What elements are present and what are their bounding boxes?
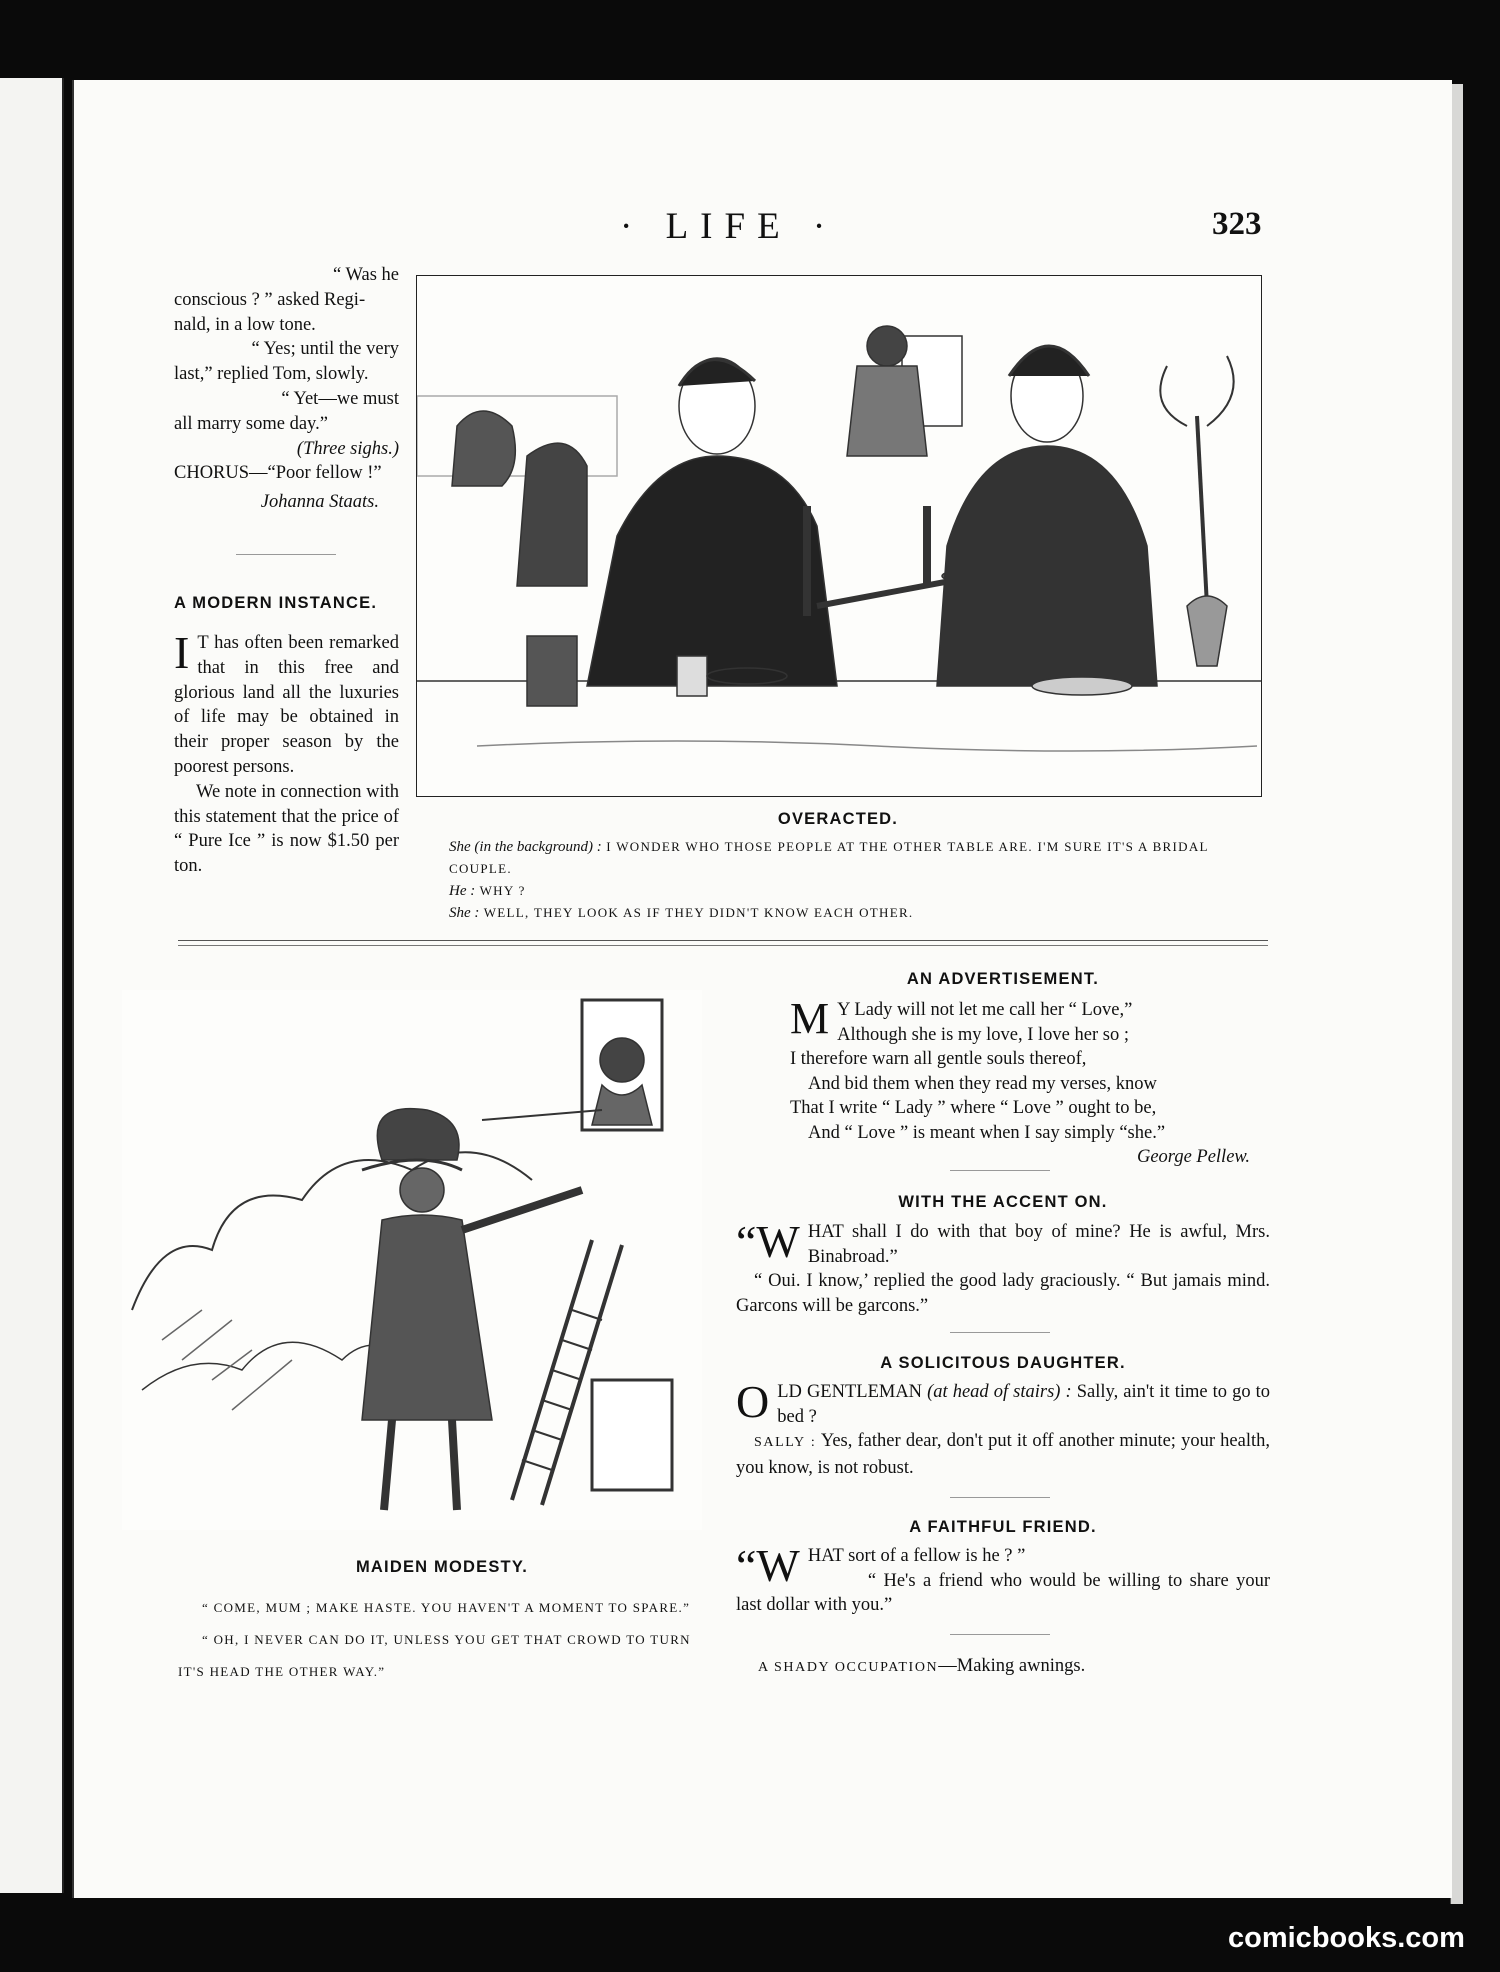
maiden-caption: “ COME, MUM ; MAKE HASTE. YOU HAVEN'T A MOMENT TO SPARE.” “ OH, I NEVER CAN DO IT, UNLESS YOU GET THAT CROWD TO TURN IT'S HEAD THE OTHER WAY.”: [178, 1600, 691, 1679]
story-fragment: “ Was he conscious ? ” asked Regi- nald, in a low tone. “ Yes; until the very last,” replied Tom, slowly. “ Yet—we must all marry some day.” (Three sighs.) CHORUS—“Poor fellow !” Johanna Staats.: [174, 263, 399, 515]
divider: [950, 1332, 1050, 1333]
instance-body: I T has often been remarked that in this free and glorious land all the luxuries of life may be obtained in their proper season by the poorest persons. We note in connection with this statement that the price of “ Pure Ice ” is now $1.50 per ton.: [174, 627, 399, 877]
drop-cap: “W: [736, 1540, 800, 1591]
restaurant-scene-drawing: [417, 276, 1261, 796]
overacted-illustration: [416, 275, 1262, 797]
fire-rescue-drawing: [122, 990, 702, 1530]
drop-cap: M: [790, 994, 830, 1043]
drop-cap: “W: [736, 1216, 800, 1267]
overacted-title: OVERACTED.: [777, 810, 899, 828]
page-number: 323: [1212, 206, 1262, 242]
divider: [950, 1634, 1050, 1635]
story-author: Johanna Staats.: [260, 492, 379, 513]
accent-body: “W HAT shall I do with that boy of mine? He is awful, Mrs. Binabroad.” “ Oui. I know,’ replied the good lady graciously. “ But jamais mind. Garcons will be garcons.”: [736, 1216, 1270, 1316]
advertisement-title: AN ADVERTISEMENT.: [906, 970, 1100, 988]
overacted-caption: She (in the background) : I WONDER WHO THOSE PEOPLE AT THE OTHER TABLE ARE. I'M SURE IT'S A BRIDAL COUPLE. He : WHY ? She : WELL, THEY LOOK AS IF THEY DIDN'T KNOW EACH OTHER.: [449, 839, 1209, 921]
advertisement-poem: M Y Lady will not let me call her “ Love,” Although she is my love, I love her so ; I therefore warn all gentle souls thereof, And bid them when they read my verses, know That I write “ Lady ” where “ Love ” ought to be, And “ Love ” is meant when I say simply “she.” George Pellew.: [790, 998, 1270, 1170]
divider: [950, 1170, 1050, 1171]
speaker: He :: [449, 883, 476, 899]
advertisement-author: George Pellew.: [1136, 1147, 1250, 1167]
running-title: · LIFE ·: [620, 206, 838, 247]
speaker: She :: [449, 905, 480, 921]
drop-cap: O: [736, 1376, 770, 1427]
source-watermark: comicbooks.com: [1228, 1922, 1465, 1954]
friend-body: “W HAT sort of a fellow is he ? ” “ He's a friend who would be willing to share your last dollar with you.”: [736, 1540, 1270, 1615]
maiden-modesty-illustration: [122, 990, 702, 1530]
divider: [950, 1497, 1050, 1498]
speaker: She (in the background) :: [449, 839, 602, 855]
instance-title: A MODERN INSTANCE.: [174, 594, 378, 612]
shady-occupation: A SHADY OCCUPATION—Making awnings.: [758, 1656, 1086, 1676]
accent-title: WITH THE ACCENT ON.: [898, 1193, 1108, 1211]
divider: [236, 554, 336, 555]
maiden-title: MAIDEN MODESTY.: [355, 1558, 528, 1576]
drop-cap: I: [174, 627, 190, 678]
section-rule: [178, 945, 1268, 946]
daughter-body: OLD GENTLEMAN (at head of stairs) : Sally, ain't it time to go to bed ? SALLY : Yes, father dear, don't put it off another minute; your health, you know, is not robust.: [736, 1376, 1271, 1478]
section-rule: [178, 940, 1268, 941]
daughter-title: A SOLICITOUS DAUGHTER.: [880, 1354, 1126, 1372]
previous-page-edge: [0, 78, 64, 1893]
friend-title: A FAITHFUL FRIEND.: [909, 1518, 1097, 1536]
